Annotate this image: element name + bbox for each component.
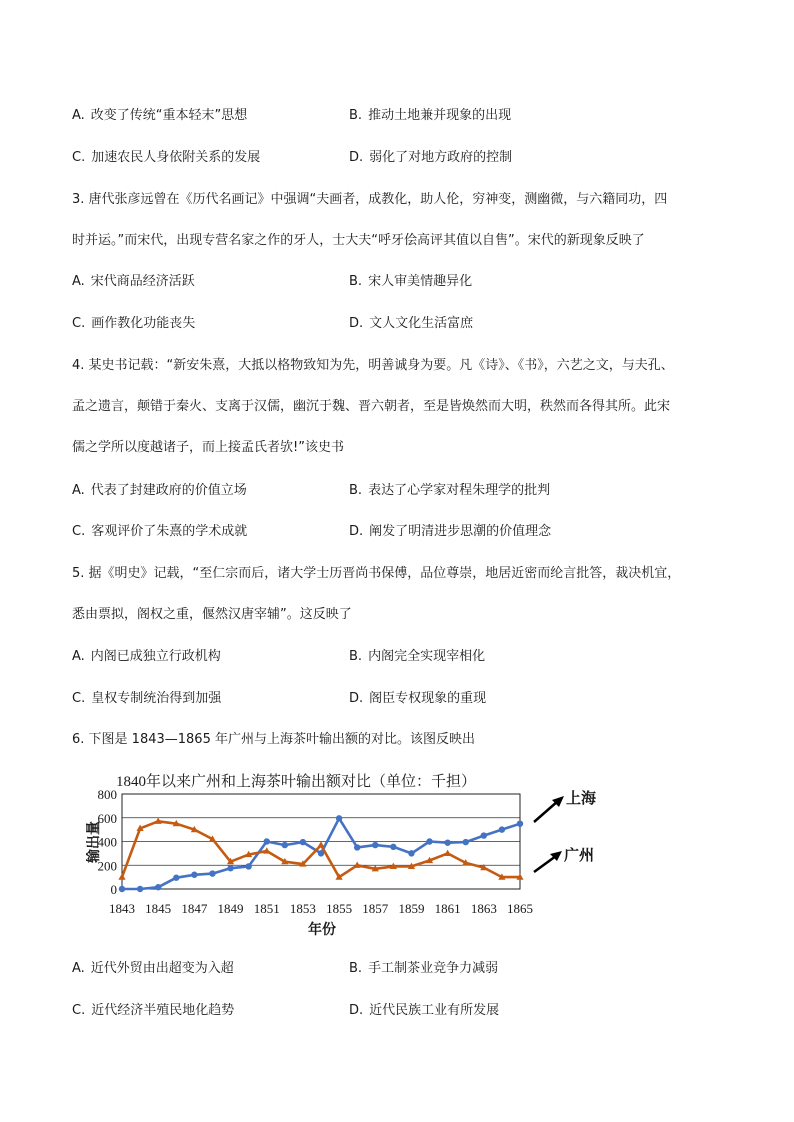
data-point-s0-1852: [282, 842, 288, 848]
data-point-s0-1861: [444, 839, 450, 845]
series-line-1: [122, 821, 520, 877]
tea-export-line-chart: [86, 764, 626, 944]
q5-option-a[interactable]: A. 内阁已成独立行政机构: [72, 649, 221, 664]
q4-stem-line-3: 儒之学所以度越诸子，而上接孟氏者欤!”该史书: [72, 440, 344, 455]
data-point-s0-1860: [426, 838, 432, 844]
y-tick-label-400: 400: [97, 834, 117, 850]
data-point-s0-1847: [191, 872, 197, 878]
q2-option-b[interactable]: B. 推动土地兼并现象的出现: [349, 108, 512, 123]
x-tick-label-1843: 1843: [109, 901, 135, 916]
data-point-s1-1843: [118, 873, 125, 879]
x-tick-label-1849: 1849: [217, 901, 244, 916]
q6-option-b[interactable]: B. 手工制茶业竞争力减弱: [349, 961, 499, 976]
q5-option-b[interactable]: B. 内阁完全实现宰相化: [349, 649, 486, 664]
x-tick-label-1855: 1855: [326, 901, 353, 916]
q3-option-d[interactable]: D. 文人文化生活富庶: [349, 316, 474, 331]
x-axis-label: 年份: [308, 923, 336, 938]
y-tick-label-0: 0: [110, 882, 117, 897]
q6-option-a[interactable]: A. 近代外贸由出超变为入超: [72, 961, 234, 976]
q3-stem-line-2: 时并运。”而宋代，出现专营名家之作的牙人，士大夫“呼牙侩高评其值以自售”。宋代的新现象反映了: [72, 233, 645, 248]
data-point-s1-1854: [317, 841, 324, 847]
x-axis-ticks: [109, 901, 533, 916]
y-axis-label: 输出量: [87, 821, 102, 863]
data-point-s0-1862: [463, 839, 469, 845]
y-tick-label-600: 600: [97, 810, 117, 826]
q4-option-b[interactable]: B. 表达了心学家对程朱理学的批判: [349, 483, 551, 498]
q5-option-d[interactable]: D. 阁臣专权现象的重现: [349, 691, 487, 706]
data-point-s0-1846: [173, 875, 179, 881]
guangzhou-callout-label: 广州: [564, 848, 595, 864]
q6-option-c[interactable]: C. 近代经济半殖民地化趋势: [72, 1003, 235, 1018]
data-point-s0-1855: [336, 815, 342, 821]
shanghai-callout-label: 上海: [566, 791, 597, 807]
q2-option-d[interactable]: D. 弱化了对地方政府的控制: [349, 150, 513, 165]
x-tick-label-1857: 1857: [362, 901, 389, 916]
x-tick-label-1847: 1847: [181, 901, 208, 916]
guangzhou-callout-arrow: [534, 856, 556, 872]
q3-option-c[interactable]: C. 画作教化功能丧失: [72, 316, 196, 331]
q3-stem-line-1: 3. 唐代张彦远曾在《历代名画记》中强调“夫画者，成教化，助人伦，穷神变，测幽微，与六籍同功，四: [72, 192, 668, 207]
data-point-s1-1861: [444, 850, 451, 856]
data-point-s0-1843: [119, 886, 125, 892]
x-tick-label-1859: 1859: [398, 901, 425, 916]
data-point-s0-1850: [245, 863, 251, 869]
data-point-s0-1854: [318, 850, 324, 856]
data-point-s0-1856: [354, 844, 360, 850]
chart-title: 1840年以来广州和上海茶叶输出额对比（单位：千担）: [115, 774, 477, 790]
data-point-s0-1853: [300, 839, 306, 845]
y-tick-label-200: 200: [97, 858, 117, 874]
x-tick-label-1845: 1845: [145, 901, 172, 916]
y-tick-label-800: 800: [97, 787, 117, 802]
data-point-s0-1849: [227, 865, 233, 871]
data-point-s0-1851: [264, 838, 270, 844]
q5-stem-line-1: 5. 据《明史》记载，“至仁宗而后，诸大学士历晋尚书保傅，品位尊崇，地居近密而纶言批答，裁决机宜，: [72, 566, 681, 581]
shanghai-callout-arrow: [534, 801, 558, 822]
q6-stem: 6. 下图是 1843—1865 年广州与上海茶叶输出额的对比。该图反映出: [72, 732, 475, 747]
q2-option-a[interactable]: A. 改变了传统“重本轻末”思想: [72, 108, 248, 123]
x-tick-label-1861: 1861: [434, 901, 461, 916]
q6-option-d[interactable]: D. 近代民族工业有所发展: [349, 1003, 500, 1018]
data-point-s0-1865: [517, 820, 523, 826]
data-point-s0-1857: [372, 842, 378, 848]
q5-option-c[interactable]: C. 皇权专制统治得到加强: [72, 691, 222, 706]
q4-option-a[interactable]: A. 代表了封建政府的价值立场: [72, 483, 247, 498]
data-point-s0-1858: [390, 844, 396, 850]
data-point-s0-1864: [499, 826, 505, 832]
data-point-s0-1859: [408, 850, 414, 856]
x-tick-label-1851: 1851: [253, 901, 280, 916]
q5-stem-line-2: 悉由票拟，阁权之重，偃然汉唐宰辅”。这反映了: [72, 607, 352, 622]
q4-stem-line-1: 4. 某史书记载：“新安朱熹，大抵以格物致知为先，明善诚身为要。凡《诗》、《书》，六艺之文，与夫孔、: [72, 358, 674, 373]
q2-option-c[interactable]: C. 加速农民人身依附关系的发展: [72, 150, 261, 165]
q3-option-b[interactable]: B. 宋人审美情趣异化: [349, 274, 473, 289]
q4-stem-line-2: 孟之遗言，颠错于秦火、支离于汉儒，幽沉于魏、晋六朝者，至是皆焕然而大明，秩然而各得其所。此宋: [72, 399, 671, 414]
data-point-s0-1863: [481, 832, 487, 838]
x-tick-label-1865: 1865: [507, 901, 533, 916]
data-point-s0-1844: [137, 886, 143, 892]
x-tick-label-1863: 1863: [470, 901, 497, 916]
data-point-s0-1845: [155, 884, 161, 890]
q3-option-a[interactable]: A. 宋代商品经济活跃: [72, 274, 195, 289]
q4-option-c[interactable]: C. 客观评价了朱熹的学术成就: [72, 524, 248, 539]
q4-option-d[interactable]: D. 阐发了明清进步思潮的价值理念: [349, 524, 552, 539]
data-point-s0-1848: [209, 870, 215, 876]
x-tick-label-1853: 1853: [289, 901, 316, 916]
